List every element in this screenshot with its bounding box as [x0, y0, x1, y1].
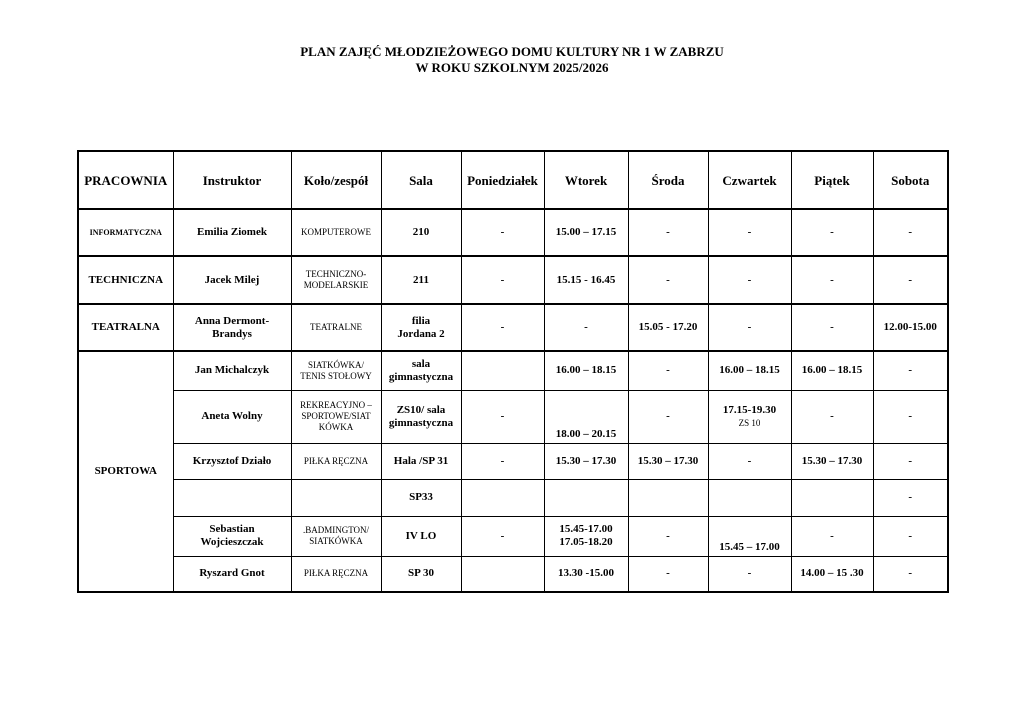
- instruktor-cell: Jan Michalczyk: [173, 351, 291, 390]
- czw-cell: [708, 390, 791, 443]
- sala-cell: ZS10/ sala gimnastyczna: [381, 390, 461, 443]
- sob-cell: -: [873, 556, 948, 592]
- sala-cell: IV LO: [381, 516, 461, 556]
- czw-cell: -: [708, 556, 791, 592]
- sr-cell: -: [628, 209, 708, 256]
- sala-cell: SP33: [381, 479, 461, 516]
- pon-cell: -: [461, 256, 544, 304]
- kolo-cell: TECHNICZNO- MODELARSKIE: [291, 256, 381, 304]
- table-row: [78, 390, 948, 443]
- kolo-cell: PIŁKA RĘCZNA: [291, 556, 381, 592]
- pon-cell: -: [461, 516, 544, 556]
- sr-cell: [628, 479, 708, 516]
- kolo-cell: .BADMINGTON/ SIATKÓWKA: [291, 516, 381, 556]
- kolo-cell: [291, 479, 381, 516]
- sob-cell: -: [873, 390, 948, 443]
- page-title: [0, 44, 1024, 76]
- sob-cell: -: [873, 443, 948, 479]
- pracownia-cell: TEATRALNA: [78, 304, 173, 351]
- wt-cell: -: [544, 304, 628, 351]
- sob-cell: -: [873, 479, 948, 516]
- wt-cell: [544, 479, 628, 516]
- pracownia-cell: SPORTOWA: [78, 351, 173, 592]
- sala-cell: sala gimnastyczna: [381, 351, 461, 390]
- kolo-cell: TEATRALNE: [291, 304, 381, 351]
- table-row: [78, 443, 948, 479]
- sr-cell: -: [628, 256, 708, 304]
- sala-cell: 210: [381, 209, 461, 256]
- kolo-cell: PIŁKA RĘCZNA: [291, 443, 381, 479]
- instruktor-cell: Aneta Wolny: [173, 390, 291, 443]
- sr-cell: -: [628, 556, 708, 592]
- sob-cell: -: [873, 256, 948, 304]
- header-sobota: Sobota: [873, 151, 948, 209]
- kolo-cell: KOMPUTEROWE: [291, 209, 381, 256]
- wt-cell: 13.30 -15.00: [544, 556, 628, 592]
- czw-time: 17.15-19.30: [722, 403, 777, 416]
- czw-cell: -: [708, 256, 791, 304]
- table-row: [78, 256, 948, 304]
- pt-cell: 15.30 – 17.30: [791, 443, 873, 479]
- instruktor-cell: Krzysztof Działo: [173, 443, 291, 479]
- kolo-cell: SIATKÓWKA/ TENIS STOŁOWY: [291, 351, 381, 390]
- header-pracownia: PRACOWNIA: [78, 151, 173, 209]
- pon-cell: -: [461, 304, 544, 351]
- sala-cell: 211: [381, 256, 461, 304]
- table-row: [78, 304, 948, 351]
- pon-cell: -: [461, 390, 544, 443]
- pt-cell: 14.00 – 15 .30: [791, 556, 873, 592]
- pracownia-cell: INFORMATYCZNA: [78, 209, 173, 256]
- czw-cell: [708, 479, 791, 516]
- instruktor-cell: Anna Dermont- Brandys: [173, 304, 291, 351]
- pt-cell: [791, 479, 873, 516]
- czw-cell: -: [708, 443, 791, 479]
- table-row: [78, 516, 948, 556]
- sob-cell: -: [873, 351, 948, 390]
- wt-cell: 15.30 – 17.30: [544, 443, 628, 479]
- header-czwartek: Czwartek: [708, 151, 791, 209]
- kolo-cell: REKREACYJNO – SPORTOWE/SIAT KÓWKA: [291, 390, 381, 443]
- sob-cell: -: [873, 209, 948, 256]
- instruktor-cell: Ryszard Gnot: [173, 556, 291, 592]
- czw-note: ZS 10: [738, 417, 761, 428]
- title-line-1: PLAN ZAJĘĆ MŁODZIEŻOWEGO DOMU KULTURY NR 1 W ZABRZU: [300, 44, 724, 59]
- wt-cell: 18.00 – 20.15: [544, 390, 628, 443]
- table-row: [78, 209, 948, 256]
- wt-cell: 15.45-17.00 17.05-18.20: [544, 516, 628, 556]
- sr-cell: 15.05 - 17.20: [628, 304, 708, 351]
- sala-cell: SP 30: [381, 556, 461, 592]
- pt-cell: -: [791, 304, 873, 351]
- pt-cell: -: [791, 256, 873, 304]
- table-row: [78, 479, 948, 516]
- table-row: [78, 556, 948, 592]
- pon-cell: [461, 479, 544, 516]
- sala-cell: Hala /SP 31: [381, 443, 461, 479]
- header-sroda: Środa: [628, 151, 708, 209]
- instruktor-cell: Emilia Ziomek: [173, 209, 291, 256]
- schedule-table: [77, 150, 949, 593]
- sob-cell: 12.00-15.00: [873, 304, 948, 351]
- instruktor-cell: Sebastian Wojcieszczak: [173, 516, 291, 556]
- sob-cell: -: [873, 516, 948, 556]
- czw-cell: -: [708, 304, 791, 351]
- czw-cell: 16.00 – 18.15: [708, 351, 791, 390]
- wt-cell: 15.15 - 16.45: [544, 256, 628, 304]
- sala-cell: filia Jordana 2: [381, 304, 461, 351]
- header-wtorek: Wtorek: [544, 151, 628, 209]
- pon-cell: -: [461, 443, 544, 479]
- pt-cell: -: [791, 390, 873, 443]
- pt-cell: -: [791, 209, 873, 256]
- header-instruktor: Instruktor: [173, 151, 291, 209]
- sr-cell: 15.30 – 17.30: [628, 443, 708, 479]
- instruktor-cell: Jacek Milej: [173, 256, 291, 304]
- pon-cell: [461, 351, 544, 390]
- wt-cell: 15.00 – 17.15: [544, 209, 628, 256]
- header-piatek: Piątek: [791, 151, 873, 209]
- czw-cell: 15.45 – 17.00: [708, 516, 791, 556]
- pon-cell: -: [461, 209, 544, 256]
- pt-cell: -: [791, 516, 873, 556]
- sr-cell: -: [628, 390, 708, 443]
- header-sala: Sala: [381, 151, 461, 209]
- pracownia-cell: TECHNICZNA: [78, 256, 173, 304]
- table-row: [78, 351, 948, 390]
- instruktor-cell: [173, 479, 291, 516]
- pt-cell: 16.00 – 18.15: [791, 351, 873, 390]
- sr-cell: -: [628, 516, 708, 556]
- title-line-2: W ROKU SZKOLNYM 2025/2026: [415, 60, 609, 75]
- wt-cell: 16.00 – 18.15: [544, 351, 628, 390]
- header-kolo: Koło/zespół: [291, 151, 381, 209]
- czw-cell: -: [708, 209, 791, 256]
- header-row: [78, 151, 948, 209]
- pon-cell: [461, 556, 544, 592]
- header-poniedzialek: Poniedziałek: [461, 151, 544, 209]
- sr-cell: -: [628, 351, 708, 390]
